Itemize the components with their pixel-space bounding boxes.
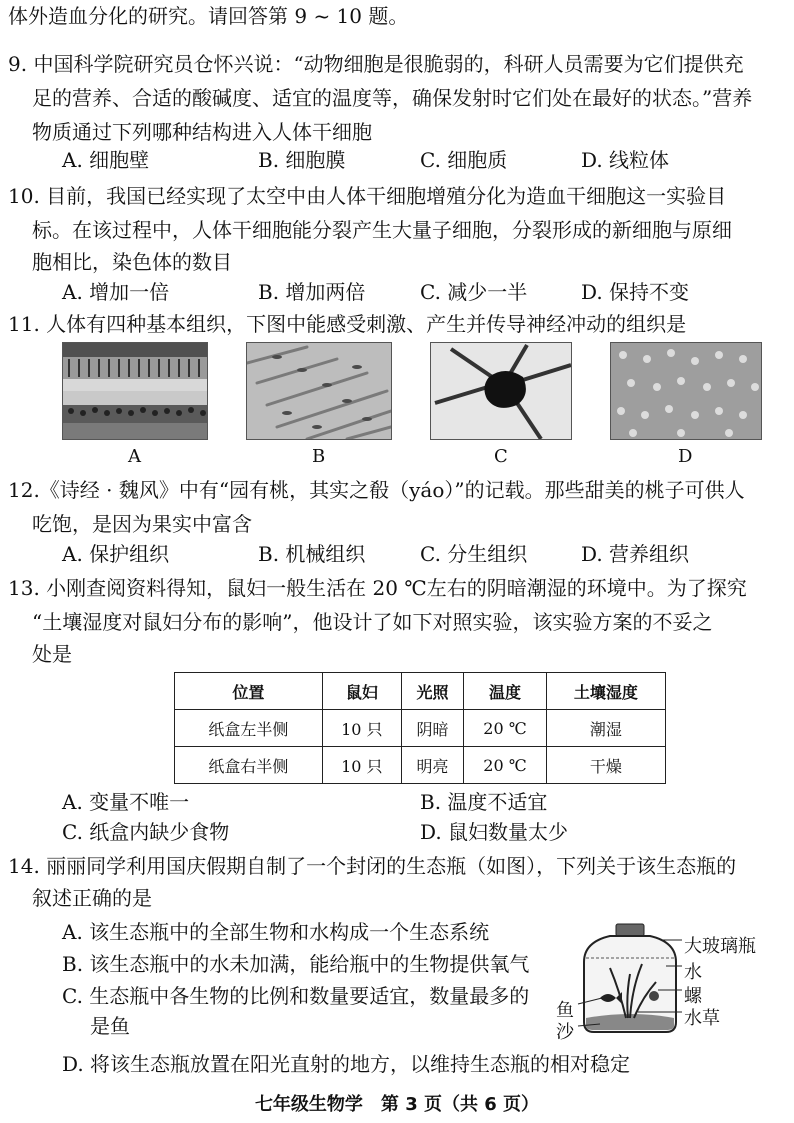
q10-line-3: 胞相比，染色体的数目 — [32, 250, 232, 274]
q14-option-c-cont: 是鱼 — [90, 1014, 130, 1038]
q14-option-b: B. 该生态瓶中的水未加满，能给瓶中的生物提供氧气 — [62, 952, 530, 976]
q12-option-c: C. 分生组织 — [420, 542, 528, 566]
label-water-plant: 水草 — [684, 1008, 720, 1029]
q10-option-d: D. 保持不变 — [581, 280, 690, 304]
table-header: 土壤湿度 — [546, 673, 665, 710]
q9-line-1: 9. 中国科学院研究员仓怀兴说：“动物细胞是很脆弱的，科研人员需要为它们提供充 — [8, 52, 744, 76]
table-cell: 20 ℃ — [464, 747, 546, 784]
q14-line-2: 叙述正确的是 — [32, 886, 152, 910]
table-header: 位置 — [175, 673, 323, 710]
q14-option-a: A. 该生态瓶中的全部生物和水构成一个生态系统 — [62, 920, 490, 944]
q9-option-d: D. 线粒体 — [581, 148, 670, 172]
q10-line-1: 10. 目前，我国已经实现了太空中由人体干细胞增殖分化为造血干细胞这一实验目 — [8, 184, 727, 208]
caption-a: A — [128, 446, 141, 467]
q12-line-2: 吃饱，是因为果实中富含 — [32, 512, 252, 536]
q10-option-c: C. 减少一半 — [420, 280, 528, 304]
label-snail: 螺 — [684, 986, 702, 1007]
q9-line-2: 足的营养、合适的酸碱度、适宜的温度等，确保发射时它们处在最好的状态。”营养 — [32, 86, 753, 110]
q9-line-3: 物质通过下列哪种结构进入人体干细胞 — [32, 120, 372, 144]
table-cell: 10 只 — [322, 710, 401, 747]
caption-b: B — [312, 446, 326, 467]
table-cell: 干燥 — [546, 747, 665, 784]
table-cell: 纸盒左半侧 — [175, 710, 323, 747]
q13-line-2: “土壤湿度对鼠妇分布的影响”，他设计了如下对照实验，该实验方案的不妥之 — [32, 610, 713, 634]
intro-text: 体外造血分化的研究。请回答第 9 ~ 10 题。 — [8, 4, 409, 28]
q13-option-d: D. 鼠妇数量太少 — [420, 820, 569, 844]
q13-line-3: 处是 — [32, 642, 72, 666]
q9-option-a: A. 细胞壁 — [62, 148, 150, 172]
caption-d: D — [678, 446, 693, 467]
table-cell: 20 ℃ — [464, 710, 546, 747]
label-fish: 鱼 — [556, 1000, 574, 1021]
q9-option-b: B. 细胞膜 — [258, 148, 346, 172]
label-water: 水 — [684, 962, 702, 983]
table-cell: 10 只 — [322, 747, 401, 784]
table-header: 鼠妇 — [322, 673, 401, 710]
q12-option-d: D. 营养组织 — [581, 542, 690, 566]
table-header: 光照 — [401, 673, 463, 710]
table-cell: 纸盒右半侧 — [175, 747, 323, 784]
table-header: 温度 — [464, 673, 546, 710]
q10-option-b: B. 增加两倍 — [258, 280, 366, 304]
label-sand: 沙 — [556, 1022, 574, 1043]
q10-option-a: A. 增加一倍 — [62, 280, 170, 304]
q13-option-a: A. 变量不唯一 — [62, 790, 190, 814]
table-cell: 阴暗 — [401, 710, 463, 747]
q13-option-b: B. 温度不适宜 — [420, 790, 548, 814]
q14-line-1: 14. 丽丽同学利用国庆假期自制了一个封闭的生态瓶（如图），下列关于该生态瓶的 — [8, 854, 737, 878]
q13-option-c: C. 纸盒内缺少食物 — [62, 820, 230, 844]
table-cell: 明亮 — [401, 747, 463, 784]
q12-line-1: 12.《诗经 · 魏风》中有“园有桃，其实之殽（yáo）”的记载。那些甜美的桃子可供人 — [8, 478, 745, 502]
q12-option-a: A. 保护组织 — [62, 542, 170, 566]
label-glass-bottle: 大玻璃瓶 — [684, 936, 756, 957]
q14-option-c: C. 生态瓶中各生物的比例和数量要适宜，数量最多的 — [62, 984, 530, 1008]
q10-line-2: 标。在该过程中，人体干细胞能分裂产生大量子细胞，分裂形成的新细胞与原细 — [32, 218, 732, 242]
caption-c: C — [494, 446, 508, 467]
q11-line-1: 11. 人体有四种基本组织，下图中能感受刺激、产生并传导神经冲动的组织是 — [8, 312, 687, 336]
q14-option-d: D. 将该生态瓶放置在阳光直射的地方，以维持生态瓶的相对稳定 — [62, 1052, 631, 1076]
q9-option-c: C. 细胞质 — [420, 148, 508, 172]
q13-line-1: 13. 小刚查阅资料得知，鼠妇一般生活在 20 ℃左右的阴暗潮湿的环境中。为了探究 — [8, 576, 747, 600]
page-footer: 七年级生物学 第 3 页（共 6 页） — [254, 1094, 540, 1115]
q12-option-b: B. 机械组织 — [258, 542, 366, 566]
table-cell: 潮湿 — [546, 710, 665, 747]
